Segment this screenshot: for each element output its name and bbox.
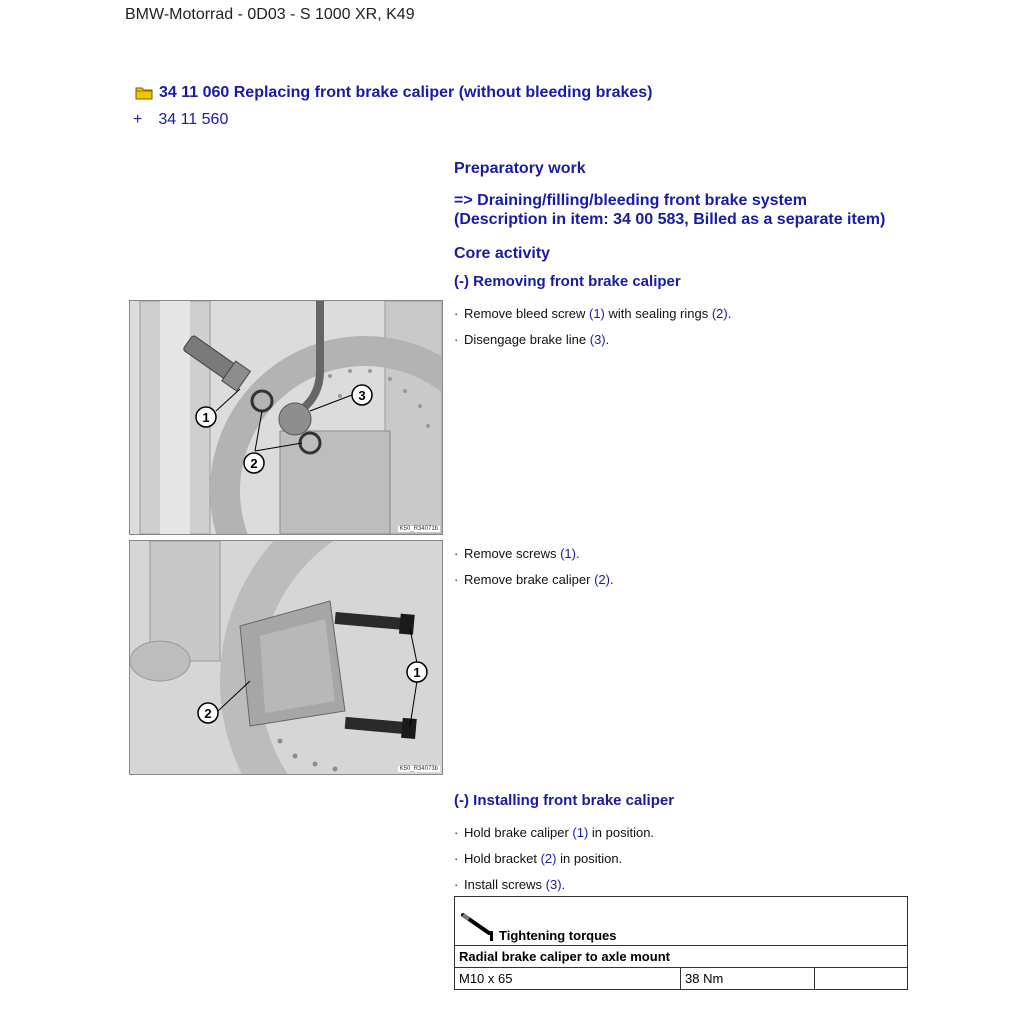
callout-1: 1 [413,665,421,680]
preparatory-heading: Preparatory work [454,160,586,177]
step-remove-caliper: · Remove brake caliper (2). [454,572,614,587]
callout-3: 3 [358,388,366,403]
ref-2[interactable]: (2) [594,572,610,587]
torque-heading: Tightening torques [499,928,617,943]
ref-1[interactable]: (1) [572,825,589,840]
expand-plus-icon[interactable]: + [133,111,143,128]
torque-subheading: Radial brake caliper to axle mount [455,946,908,968]
torque-table [454,896,908,990]
prep-link-line1[interactable]: => Draining/filling/bleeding front brake system [454,192,807,209]
folder-icon [135,86,153,100]
procedure-title-row [135,84,652,102]
step-remove-bleed-screw: · Remove bleed screw (1) with sealing rings (2). [454,306,732,321]
ref-1[interactable]: (1) [589,306,605,321]
core-activity-heading: Core activity [454,245,551,262]
ref-3[interactable]: (3) [589,332,606,347]
step-install-screws: · Install screws (3). [454,877,566,892]
removing-heading: (-) Removing front brake caliper [454,273,681,290]
prep-link-line2: (Description in item: 34 00 583, Billed as a separate item) [454,211,886,228]
ref-2[interactable]: (2) [540,851,557,866]
step-remove-screws: · Remove screws (1). [454,546,580,561]
callout-2: 2 [250,456,258,471]
figure-code: K50_R34071b [399,526,438,532]
step-disengage-brake-line: · Disengage brake line (3). [454,332,610,347]
brake-line-illustration [130,301,442,534]
step-hold-caliper: · Hold brake caliper (1) in position. [454,825,655,840]
torque-wrench-icon [459,911,499,943]
ref-2[interactable]: (2) [711,306,728,321]
figure-brake-caliper [129,540,443,775]
sub-item-row [133,111,228,129]
callout-2: 2 [204,706,212,721]
torque-extra [815,968,908,990]
torque-spec: M10 x 65 [455,968,681,990]
torque-heading-cell [455,897,908,946]
ref-1[interactable]: (1) [560,546,576,561]
installing-heading: (-) Installing front brake caliper [454,792,675,809]
figure-bleed-screw [129,300,443,535]
torque-value: 38 Nm [681,968,815,990]
figure-code: K50_R34073b [399,766,438,772]
caliper-illustration [130,541,442,774]
callout-1: 1 [202,410,210,425]
step-hold-bracket: · Hold bracket (2) in position. [454,851,623,866]
ref-3[interactable]: (3) [545,877,562,892]
sub-item-code[interactable]: 34 11 560 [158,111,229,128]
document-header: BMW-Motorrad - 0D03 - S 1000 XR, K49 [125,6,415,23]
procedure-title: 34 11 060 Replacing front brake caliper (without bleeding brakes) [159,84,653,101]
